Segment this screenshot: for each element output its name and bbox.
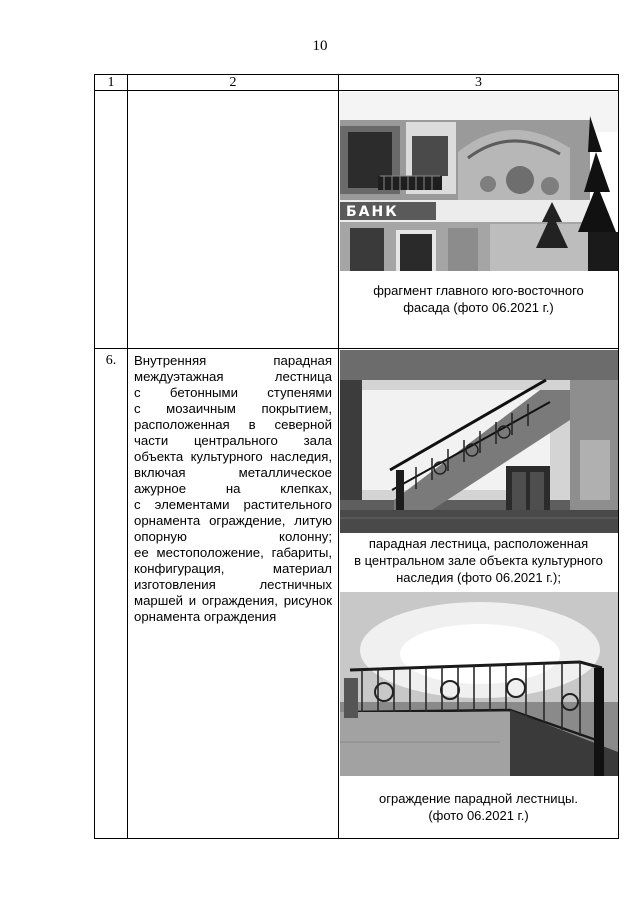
description-line: междуэтажная лестница [134, 369, 332, 384]
table-row [95, 349, 619, 839]
staircase-photo [340, 350, 618, 533]
page-number: 10 [312, 38, 328, 54]
description-line: ажурное на клепках, [134, 481, 332, 496]
description-line: маршей и ограждения, рисунок [134, 593, 332, 608]
header-col-3: 3 [339, 75, 619, 91]
description-line: с мозаичным покрытием, [134, 401, 332, 416]
description-line: с бетонными ступенями [134, 385, 332, 400]
table-header-row [95, 75, 619, 91]
description-line: опорную колонну; [134, 529, 332, 544]
description-line: изготовления лестничных [134, 577, 332, 592]
description-line: включая металлическое [134, 465, 332, 480]
description-line: конфигурация, материал [134, 561, 332, 576]
photo-caption [339, 533, 618, 586]
photo-caption [339, 282, 618, 316]
description-line: орнамента ограждения [134, 609, 277, 624]
facade-photo [340, 92, 618, 271]
table-row [95, 91, 619, 349]
description-line: орнамента ограждение, литую [134, 513, 332, 528]
railing-photo [340, 592, 618, 776]
caption-line: (фото 06.2021 г.) [428, 808, 529, 823]
photo-cell [339, 349, 619, 839]
caption-line: фрагмент главного юго-восточного [373, 283, 584, 298]
description-line: Внутренняя парадная [134, 353, 332, 368]
row-number [95, 91, 128, 349]
description-line: расположенная в северной [134, 417, 332, 432]
row-number: 6. [95, 349, 128, 839]
caption-line: наследия (фото 06.2021 г.); [396, 570, 561, 585]
caption-line: ограждение парадной лестницы. [379, 791, 578, 806]
caption-line: парадная лестница, расположенная [368, 536, 589, 551]
description-line: с элементами растительного [134, 497, 332, 512]
row-description [128, 91, 339, 349]
monument-table [94, 74, 619, 839]
caption-line: фасада (фото 06.2021 г.) [403, 300, 554, 315]
row-description [128, 349, 339, 839]
description-line: объекта культурного наследия, [134, 449, 332, 464]
header-col-2: 2 [128, 75, 339, 91]
facade-sign: БАНК [346, 204, 399, 220]
photo-cell [339, 91, 619, 349]
header-col-1: 1 [95, 75, 128, 91]
description-line: части центрального зала [134, 433, 332, 448]
description-line: ее местоположение, габариты, [134, 545, 332, 560]
caption-line: в центральном зале объекта культурного [354, 553, 603, 568]
photo-caption [339, 790, 618, 824]
